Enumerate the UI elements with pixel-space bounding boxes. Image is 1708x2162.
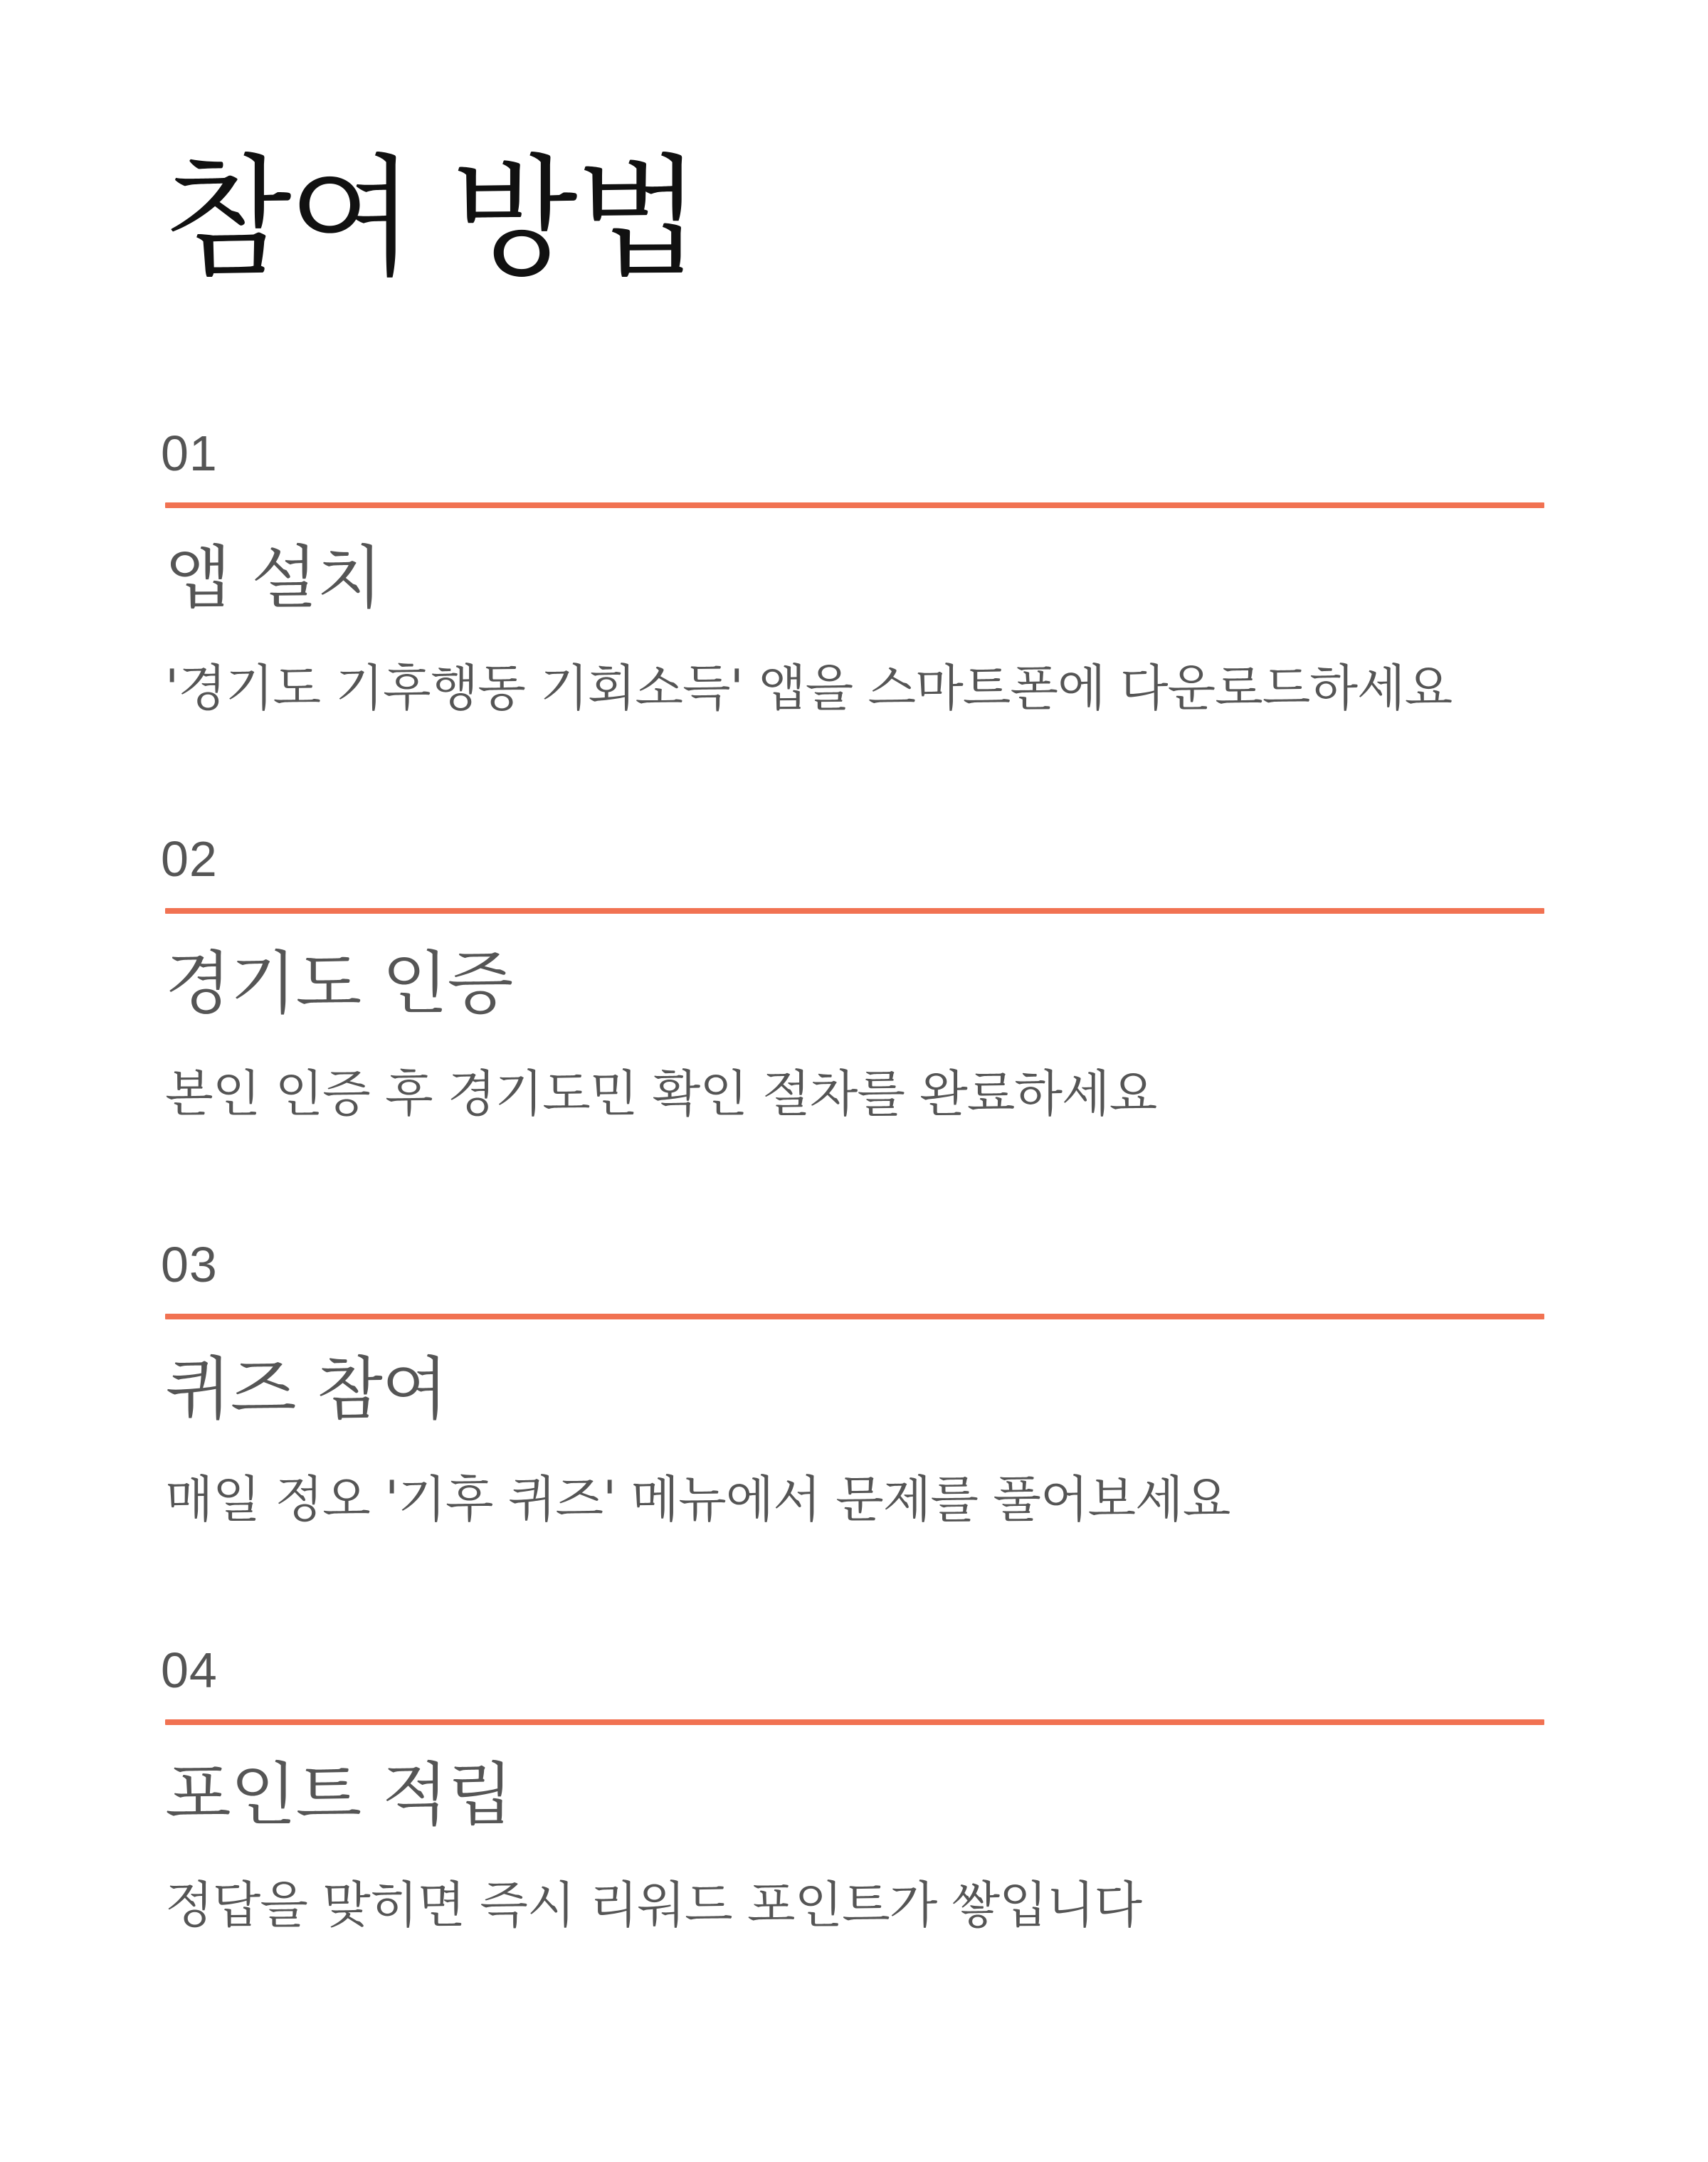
page-title: 참여 방법 [165,142,699,295]
step-number: 01 [161,426,218,481]
step-item [161,1237,1544,1596]
step-title: 경기도 인증 [165,944,513,1023]
step-title: 포인트 적립 [165,1755,513,1835]
step-title: 퀴즈 참여 [165,1349,448,1429]
step-number: 04 [161,1642,218,1698]
step-divider [165,908,1544,914]
step-divider [165,1719,1544,1725]
step-divider [165,1314,1544,1319]
step-number: 02 [161,831,218,887]
step-title: 앱 설치 [165,538,382,618]
step-number: 03 [161,1237,218,1292]
step-divider [165,502,1544,508]
step-item [161,1642,1544,2001]
step-item [161,426,1544,784]
step-description: 매일 정오 '기후 퀴즈' 메뉴에서 문제를 풀어보세요 [165,1470,1230,1529]
step-description: 정답을 맞히면 즉시 리워드 포인트가 쌓입니다 [165,1876,1142,1934]
step-description: '경기도 기후행동 기회소득' 앱을 스마트폰에 다운로드하세요 [165,659,1453,717]
step-description: 본인 인증 후 경기도민 확인 절차를 완료하세요 [165,1065,1157,1123]
step-item [161,831,1544,1190]
